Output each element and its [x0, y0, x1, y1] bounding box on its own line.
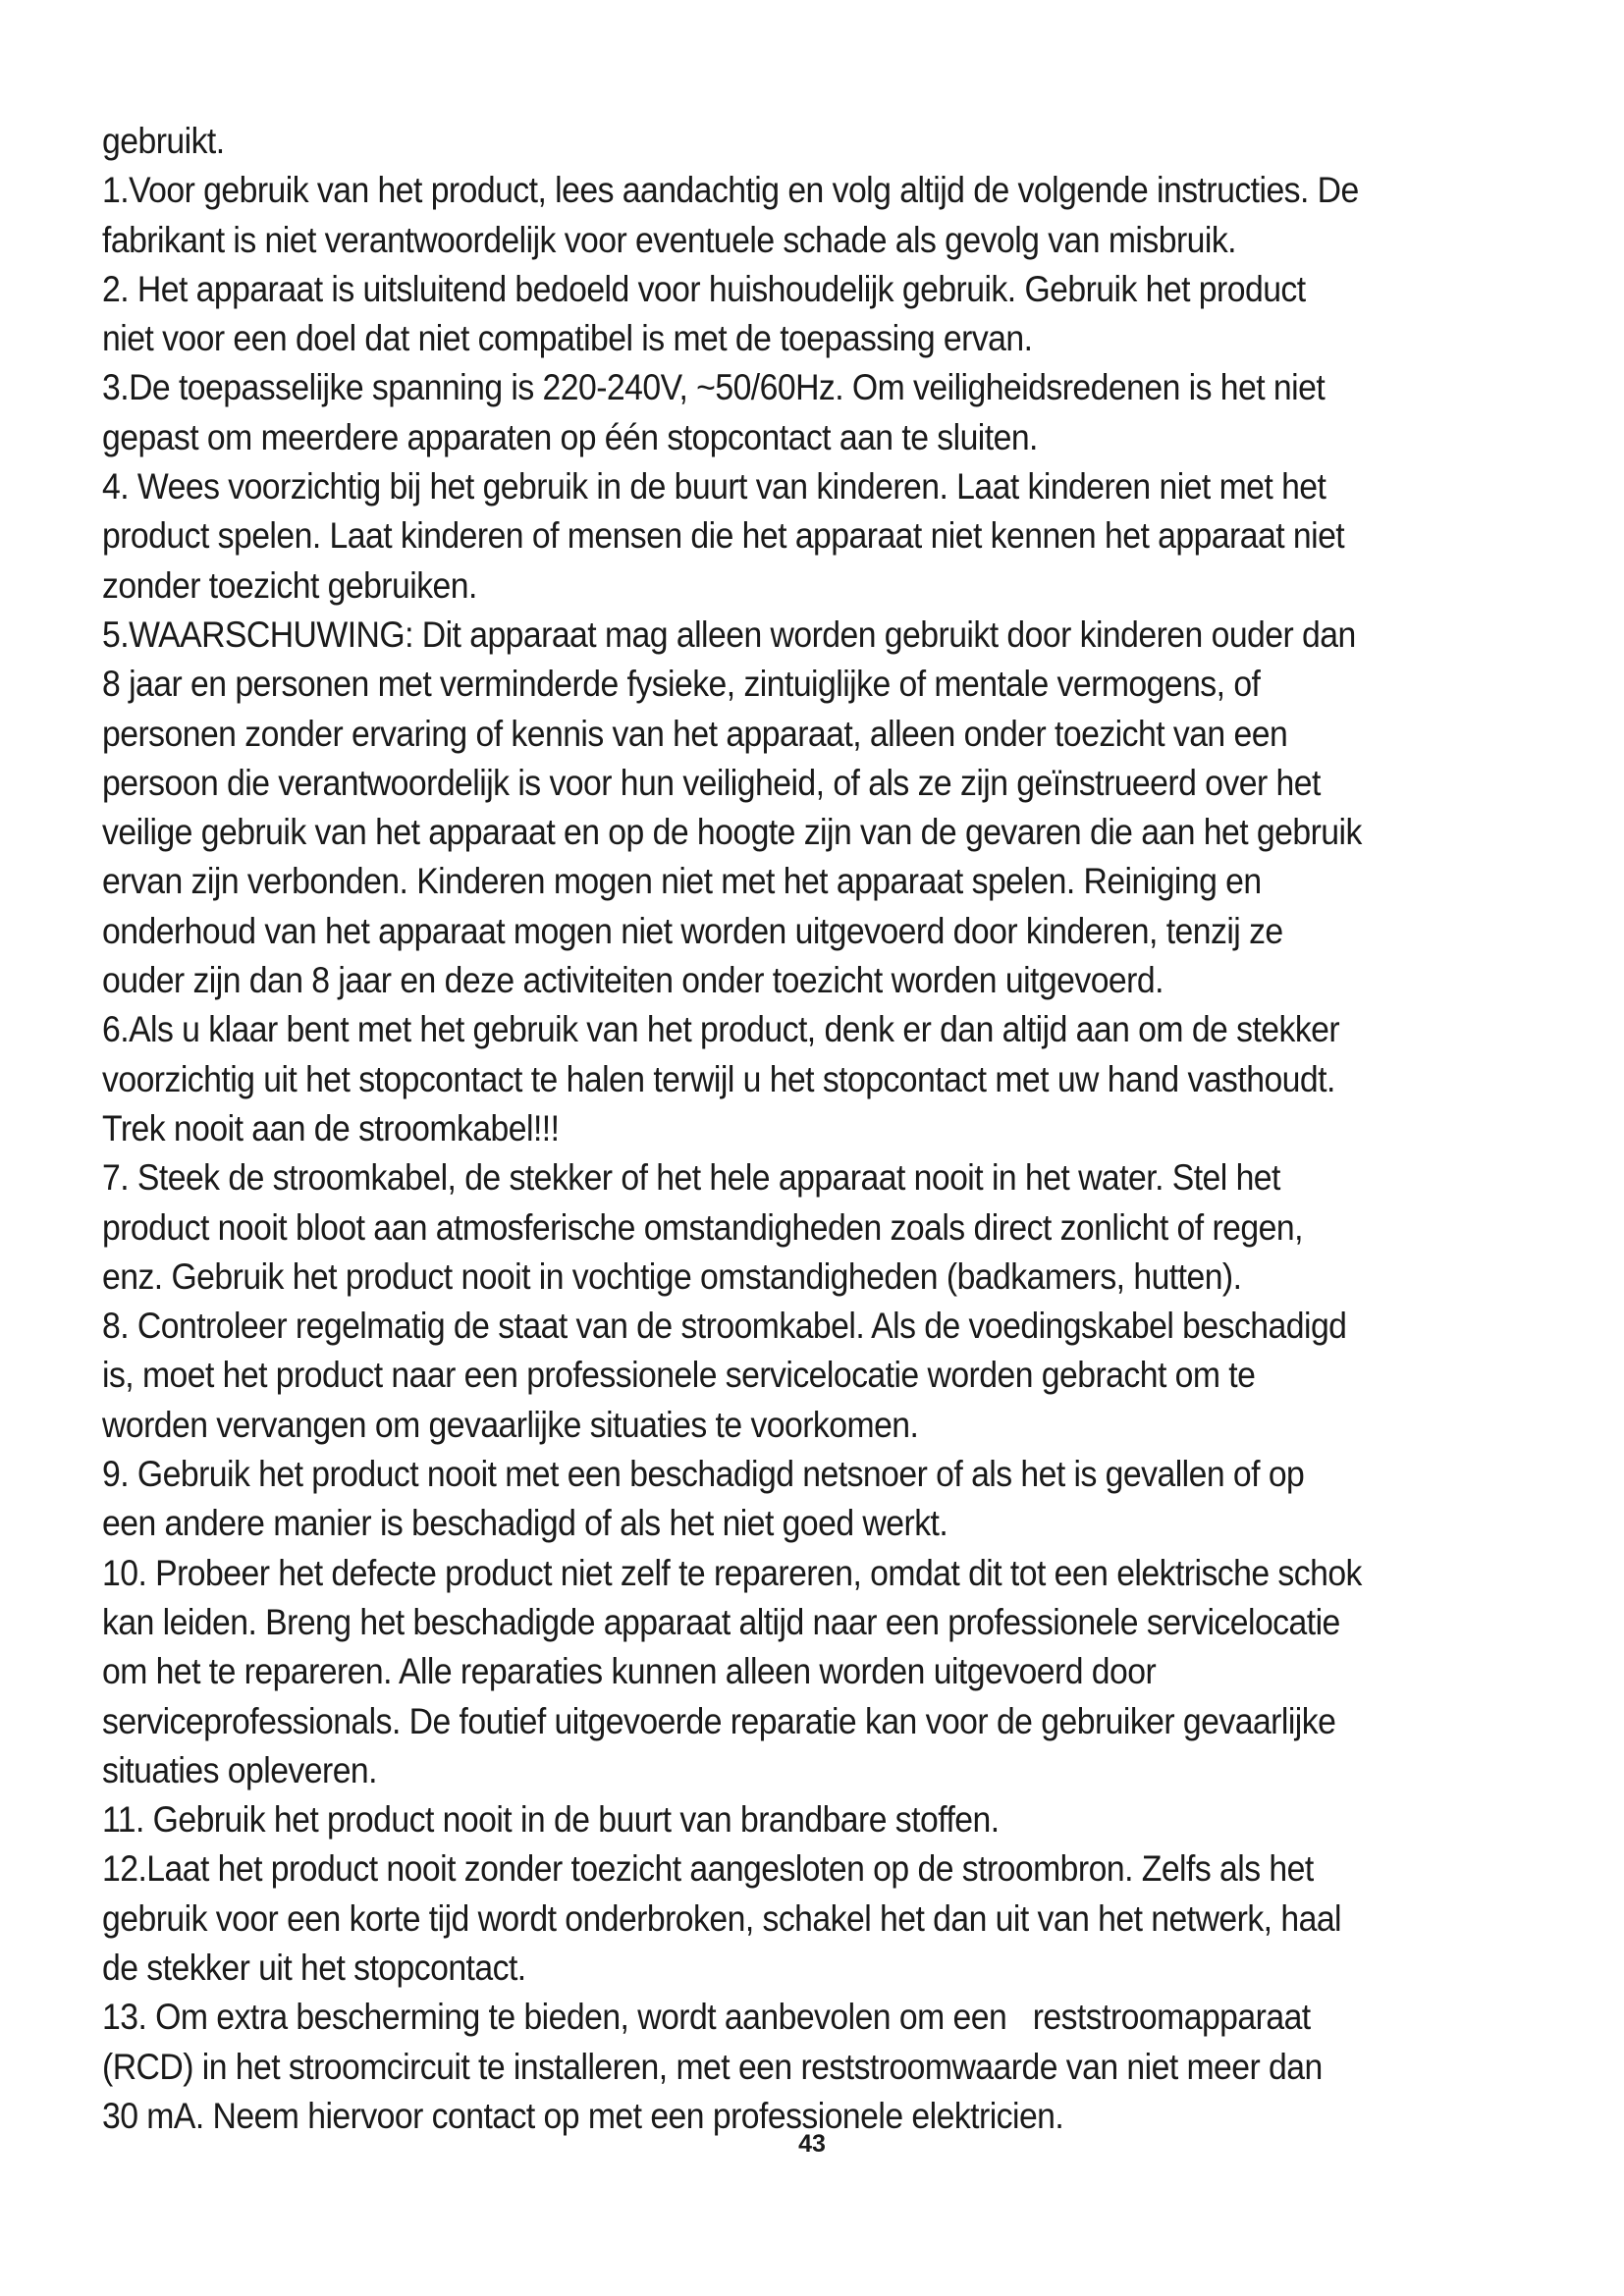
text-line: een andere manier is beschadigd of als het niet goed werkt. — [102, 1502, 948, 1544]
text-line: de stekker uit het stopcontact. — [102, 1946, 526, 1988]
text-line: 8. Controleer regelmatig de staat van de stroomkabel. Als de voedingskabel beschadigd — [102, 1305, 1347, 1347]
text-line: 5.WAARSCHUWING: Dit apparaat mag alleen worden gebruikt door kinderen ouder dan — [102, 613, 1356, 655]
document-body — [102, 116, 1536, 2140]
text-line: 8 jaar en personen met verminderde fysieke, zintuiglijke of mentale vermogens, of — [102, 663, 1261, 705]
page-number: 43 — [798, 2130, 826, 2158]
text-line: 12.Laat het product nooit zonder toezicht aangesloten op de stroombron. Zelfs als het — [102, 1847, 1314, 1890]
text-line: 30 mA. Neem hiervoor contact op met een professionele elektricien. — [102, 2094, 1064, 2136]
text-line: product nooit bloot aan atmosferische omstandigheden zoals direct zonlicht of regen, — [102, 1205, 1303, 1248]
text-line: 11. Gebruik het product nooit in de buurt van brandbare stoffen. — [102, 1798, 1000, 1841]
text-line: 3.De toepasselijke spanning is 220-240V, ~50/60Hz. Om veiligheidsredenen is het niet — [102, 366, 1326, 408]
text-line: gepast om meerdere apparaten op één stopcontact aan te sluiten. — [102, 415, 1038, 457]
text-line: niet voor een doel dat niet compatibel is met de toepassing ervan. — [102, 317, 1033, 359]
text-line: 10. Probeer het defecte product niet zelf te repareren, omdat dit tot een elektrische schok — [102, 1551, 1362, 1593]
text-line: personen zonder ervaring of kennis van het apparaat, alleen onder toezicht van een — [102, 712, 1288, 754]
text-line: ervan zijn verbonden. Kinderen mogen niet met het apparaat spelen. Reiniging en — [102, 860, 1262, 902]
text-line: 7. Steek de stroomkabel, de stekker of het hele apparaat nooit in het water. Stel het — [102, 1156, 1280, 1199]
text-line: is, moet het product naar een professionele servicelocatie worden gebracht om te — [102, 1354, 1256, 1396]
text-line: 4. Wees voorzichtig bij het gebruik in de buurt van kinderen. Laat kinderen niet met het — [102, 465, 1326, 507]
text-line: product spelen. Laat kinderen of mensen die het apparaat niet kennen het apparaat niet — [102, 514, 1345, 557]
text-line: 6.Als u klaar bent met het gebruik van het product, denk er dan altijd aan om de stekker — [102, 1008, 1340, 1050]
text-line: serviceprofessionals. De foutief uitgevoerde reparatie kan voor de gebruiker gevaarlijke — [102, 1699, 1336, 1741]
text-line: gebruikt. — [102, 120, 225, 161]
text-line: kan leiden. Breng het beschadigde apparaat altijd naar een professionele servicelocatie — [102, 1600, 1340, 1642]
text-line: ouder zijn dan 8 jaar en deze activiteiten onder toezicht worden uitgevoerd. — [102, 959, 1164, 1001]
text-line: voorzichtig uit het stopcontact te halen terwijl u het stopcontact met uw hand vasthoudt. — [102, 1057, 1335, 1099]
text-line: 1.Voor gebruik van het product, lees aandachtig en volg altijd de volgende instructies. De — [102, 169, 1359, 211]
text-line: worden vervangen om gevaarlijke situaties te voorkomen. — [102, 1403, 919, 1445]
text-line: enz. Gebruik het product nooit in vochtige omstandigheden (badkamers, hutten). — [102, 1255, 1242, 1297]
text-line: gebruik voor een korte tijd wordt onderbroken, schakel het dan uit van het netwerk, haal — [102, 1896, 1342, 1939]
text-line: 9. Gebruik het product nooit met een beschadigd netsnoer of als het is gevallen of op — [102, 1453, 1305, 1495]
text-line: zonder toezicht gebruiken. — [102, 563, 477, 606]
text-line: fabrikant is niet verantwoordelijk voor eventuele schade als gevolg van misbruik. — [102, 218, 1237, 260]
text-line: situaties opleveren. — [102, 1748, 377, 1790]
text-line: veilige gebruik van het apparaat en op de hoogte zijn van de gevaren die aan het gebruik — [102, 811, 1362, 853]
text-line: persoon die verantwoordelijk is voor hun veiligheid, of als ze zijn geïnstrueerd over het — [102, 761, 1321, 803]
text-line: (RCD) in het stroomcircuit te installeren, met een reststroomwaarde van niet meer dan — [102, 2045, 1323, 2087]
text-line: onderhoud van het apparaat mogen niet worden uitgevoerd door kinderen, tenzij ze — [102, 909, 1283, 951]
text-line: 2. Het apparaat is uitsluitend bedoeld voor huishoudelijk gebruik. Gebruik het product — [102, 267, 1306, 309]
text-line: 13. Om extra bescherming te bieden, wordt aanbevolen om een reststroomapparaat — [102, 1996, 1311, 2038]
text-line: om het te repareren. Alle reparaties kunnen alleen worden uitgevoerd door — [102, 1650, 1157, 1692]
text-line: Trek nooit aan de stroomkabel!!! — [102, 1106, 560, 1148]
